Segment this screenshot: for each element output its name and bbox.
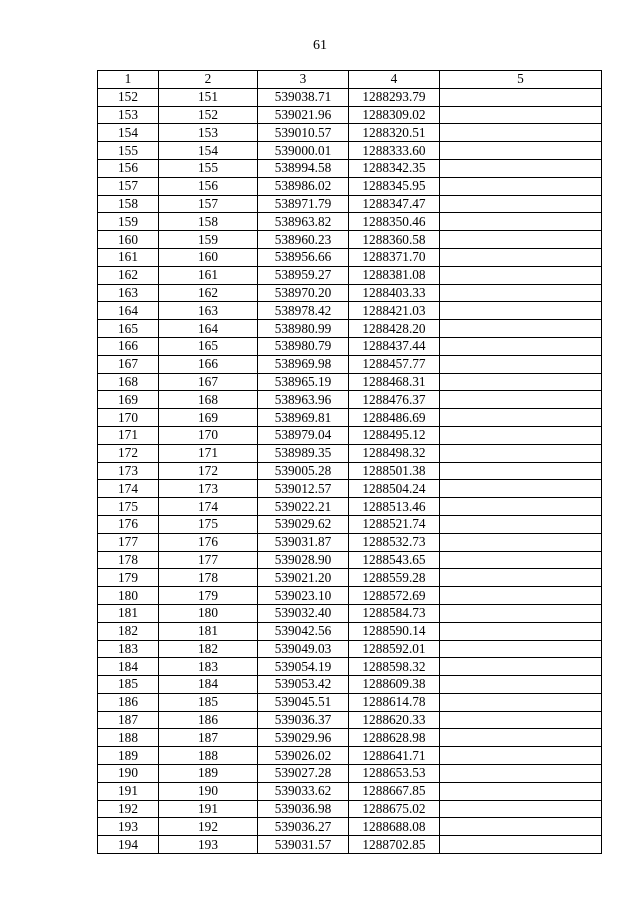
table-cell: 1288532.73 bbox=[349, 533, 440, 551]
table-cell bbox=[440, 409, 602, 427]
table-cell: 161 bbox=[98, 248, 159, 266]
table-cell: 172 bbox=[159, 462, 258, 480]
table-cell: 175 bbox=[98, 498, 159, 516]
table-row bbox=[98, 391, 602, 409]
table-cell: 153 bbox=[98, 106, 159, 124]
table-cell: 1288381.08 bbox=[349, 266, 440, 284]
table-cell: 185 bbox=[98, 676, 159, 694]
table-cell: 1288360.58 bbox=[349, 231, 440, 249]
table-cell: 538960.23 bbox=[258, 231, 349, 249]
table-cell bbox=[440, 604, 602, 622]
table-cell bbox=[440, 195, 602, 213]
table-cell: 538986.02 bbox=[258, 177, 349, 195]
table-cell: 187 bbox=[98, 711, 159, 729]
table-cell: 538965.19 bbox=[258, 373, 349, 391]
coordinates-table bbox=[97, 70, 602, 854]
table-cell: 539012.57 bbox=[258, 480, 349, 498]
table-cell: 1288543.65 bbox=[349, 551, 440, 569]
table-cell: 1288688.08 bbox=[349, 818, 440, 836]
table-cell: 181 bbox=[159, 622, 258, 640]
table-cell: 165 bbox=[159, 337, 258, 355]
column-header: 1 bbox=[98, 71, 159, 89]
table-cell bbox=[440, 462, 602, 480]
table-cell: 154 bbox=[98, 124, 159, 142]
table-cell bbox=[440, 693, 602, 711]
table-row bbox=[98, 711, 602, 729]
table-cell: 184 bbox=[98, 658, 159, 676]
table-cell: 179 bbox=[98, 569, 159, 587]
table-cell: 194 bbox=[98, 836, 159, 854]
table-cell: 538979.04 bbox=[258, 426, 349, 444]
table-cell: 539042.56 bbox=[258, 622, 349, 640]
table-cell: 189 bbox=[159, 765, 258, 783]
table-cell bbox=[440, 711, 602, 729]
table-cell: 183 bbox=[98, 640, 159, 658]
table-cell bbox=[440, 373, 602, 391]
table-cell bbox=[440, 782, 602, 800]
table-row bbox=[98, 213, 602, 231]
table-cell: 539036.27 bbox=[258, 818, 349, 836]
table-cell: 1288333.60 bbox=[349, 142, 440, 160]
table-cell: 1288403.33 bbox=[349, 284, 440, 302]
table-cell: 1288620.33 bbox=[349, 711, 440, 729]
table-cell: 1288495.12 bbox=[349, 426, 440, 444]
table-cell: 1288641.71 bbox=[349, 747, 440, 765]
table-row bbox=[98, 729, 602, 747]
table-row bbox=[98, 480, 602, 498]
table-cell: 192 bbox=[159, 818, 258, 836]
table-cell: 539031.87 bbox=[258, 533, 349, 551]
table-cell: 170 bbox=[159, 426, 258, 444]
table-row bbox=[98, 231, 602, 249]
table-row bbox=[98, 640, 602, 658]
table-cell: 539021.96 bbox=[258, 106, 349, 124]
table-row bbox=[98, 248, 602, 266]
table-cell bbox=[440, 515, 602, 533]
table-cell bbox=[440, 320, 602, 338]
table-cell bbox=[440, 213, 602, 231]
table-cell: 539005.28 bbox=[258, 462, 349, 480]
table-cell bbox=[440, 836, 602, 854]
table-cell: 539031.57 bbox=[258, 836, 349, 854]
table-cell: 151 bbox=[159, 88, 258, 106]
table-cell bbox=[440, 177, 602, 195]
table-cell: 182 bbox=[159, 640, 258, 658]
table-cell: 539032.40 bbox=[258, 604, 349, 622]
table-cell: 171 bbox=[98, 426, 159, 444]
table-cell: 1288609.38 bbox=[349, 676, 440, 694]
table-cell: 1288350.46 bbox=[349, 213, 440, 231]
table-cell: 1288628.98 bbox=[349, 729, 440, 747]
table-cell: 193 bbox=[98, 818, 159, 836]
table-cell: 1288498.32 bbox=[349, 444, 440, 462]
table-cell: 190 bbox=[159, 782, 258, 800]
table-cell: 538963.96 bbox=[258, 391, 349, 409]
table-row bbox=[98, 142, 602, 160]
table-cell bbox=[440, 551, 602, 569]
table-row bbox=[98, 320, 602, 338]
table-cell: 1288345.95 bbox=[349, 177, 440, 195]
table-cell bbox=[440, 355, 602, 373]
table-cell bbox=[440, 587, 602, 605]
table-cell: 1288309.02 bbox=[349, 106, 440, 124]
table-cell: 169 bbox=[159, 409, 258, 427]
table-cell: 539054.19 bbox=[258, 658, 349, 676]
table-cell: 168 bbox=[159, 391, 258, 409]
column-header: 2 bbox=[159, 71, 258, 89]
table-cell bbox=[440, 800, 602, 818]
table-cell: 539010.57 bbox=[258, 124, 349, 142]
table-cell: 1288437.44 bbox=[349, 337, 440, 355]
table-row bbox=[98, 782, 602, 800]
table-cell: 1288504.24 bbox=[349, 480, 440, 498]
table-cell: 1288347.47 bbox=[349, 195, 440, 213]
table-cell: 180 bbox=[98, 587, 159, 605]
table-row bbox=[98, 355, 602, 373]
table-row bbox=[98, 195, 602, 213]
table-cell: 174 bbox=[159, 498, 258, 516]
table-cell: 1288421.03 bbox=[349, 302, 440, 320]
table-cell bbox=[440, 480, 602, 498]
table-cell bbox=[440, 533, 602, 551]
table-cell: 167 bbox=[159, 373, 258, 391]
table-cell: 180 bbox=[159, 604, 258, 622]
table-cell: 1288614.78 bbox=[349, 693, 440, 711]
table-cell: 1288293.79 bbox=[349, 88, 440, 106]
table-cell: 538989.35 bbox=[258, 444, 349, 462]
table-cell: 539029.96 bbox=[258, 729, 349, 747]
table-cell: 1288592.01 bbox=[349, 640, 440, 658]
table-cell: 176 bbox=[98, 515, 159, 533]
table-row bbox=[98, 604, 602, 622]
table-cell bbox=[440, 765, 602, 783]
table-cell: 1288476.37 bbox=[349, 391, 440, 409]
table-cell bbox=[440, 142, 602, 160]
table-header-row bbox=[98, 71, 602, 89]
table-cell: 189 bbox=[98, 747, 159, 765]
table-cell: 157 bbox=[98, 177, 159, 195]
table-row bbox=[98, 676, 602, 694]
table-cell: 178 bbox=[159, 569, 258, 587]
table-cell: 539021.20 bbox=[258, 569, 349, 587]
table-cell: 156 bbox=[159, 177, 258, 195]
table-cell: 1288428.20 bbox=[349, 320, 440, 338]
table-row bbox=[98, 337, 602, 355]
table-cell: 538980.99 bbox=[258, 320, 349, 338]
table-cell: 185 bbox=[159, 693, 258, 711]
table-cell: 159 bbox=[98, 213, 159, 231]
table-cell: 539022.21 bbox=[258, 498, 349, 516]
table-cell: 158 bbox=[98, 195, 159, 213]
table-cell: 539053.42 bbox=[258, 676, 349, 694]
table-cell: 1288572.69 bbox=[349, 587, 440, 605]
table-cell bbox=[440, 248, 602, 266]
table-cell: 539027.28 bbox=[258, 765, 349, 783]
table-cell: 162 bbox=[159, 284, 258, 302]
table-cell: 163 bbox=[159, 302, 258, 320]
table-cell: 1288521.74 bbox=[349, 515, 440, 533]
table-cell bbox=[440, 640, 602, 658]
table-cell: 1288342.35 bbox=[349, 159, 440, 177]
table-cell bbox=[440, 426, 602, 444]
table-cell: 184 bbox=[159, 676, 258, 694]
table-cell: 155 bbox=[98, 142, 159, 160]
table-cell: 166 bbox=[98, 337, 159, 355]
table-cell: 1288457.77 bbox=[349, 355, 440, 373]
table-cell: 173 bbox=[98, 462, 159, 480]
table-cell: 167 bbox=[98, 355, 159, 373]
table-cell: 160 bbox=[159, 248, 258, 266]
table-cell: 1288486.69 bbox=[349, 409, 440, 427]
table-cell: 538980.79 bbox=[258, 337, 349, 355]
table-cell: 188 bbox=[98, 729, 159, 747]
table-row bbox=[98, 800, 602, 818]
table-cell: 539023.10 bbox=[258, 587, 349, 605]
table-cell bbox=[440, 747, 602, 765]
table-cell: 538959.27 bbox=[258, 266, 349, 284]
table-cell: 193 bbox=[159, 836, 258, 854]
table-row bbox=[98, 444, 602, 462]
table-cell: 169 bbox=[98, 391, 159, 409]
table-row bbox=[98, 177, 602, 195]
table-cell: 538994.58 bbox=[258, 159, 349, 177]
table-cell: 539038.71 bbox=[258, 88, 349, 106]
table-cell: 152 bbox=[98, 88, 159, 106]
table-cell: 159 bbox=[159, 231, 258, 249]
table-cell: 1288653.53 bbox=[349, 765, 440, 783]
table-cell: 164 bbox=[159, 320, 258, 338]
table-row bbox=[98, 159, 602, 177]
table-row bbox=[98, 266, 602, 284]
table-cell: 190 bbox=[98, 765, 159, 783]
table-cell: 162 bbox=[98, 266, 159, 284]
table-cell: 538963.82 bbox=[258, 213, 349, 231]
table-cell: 156 bbox=[98, 159, 159, 177]
table-cell: 155 bbox=[159, 159, 258, 177]
table-cell: 539049.03 bbox=[258, 640, 349, 658]
table-cell: 170 bbox=[98, 409, 159, 427]
table-cell: 188 bbox=[159, 747, 258, 765]
table-cell: 168 bbox=[98, 373, 159, 391]
table-cell: 186 bbox=[159, 711, 258, 729]
table-cell: 539026.02 bbox=[258, 747, 349, 765]
table-cell: 539029.62 bbox=[258, 515, 349, 533]
table-cell: 538956.66 bbox=[258, 248, 349, 266]
table-row bbox=[98, 284, 602, 302]
table-cell: 181 bbox=[98, 604, 159, 622]
table-cell bbox=[440, 676, 602, 694]
table-cell bbox=[440, 391, 602, 409]
page-number: 61 bbox=[313, 38, 327, 53]
table-cell: 1288584.73 bbox=[349, 604, 440, 622]
table-cell: 538978.42 bbox=[258, 302, 349, 320]
table-cell bbox=[440, 266, 602, 284]
table-cell: 1288320.51 bbox=[349, 124, 440, 142]
table-cell: 539033.62 bbox=[258, 782, 349, 800]
table-cell: 539036.37 bbox=[258, 711, 349, 729]
table-cell: 539028.90 bbox=[258, 551, 349, 569]
table-cell: 157 bbox=[159, 195, 258, 213]
table-row bbox=[98, 373, 602, 391]
table-row bbox=[98, 302, 602, 320]
table-cell: 172 bbox=[98, 444, 159, 462]
table-cell: 173 bbox=[159, 480, 258, 498]
table-cell: 166 bbox=[159, 355, 258, 373]
table-cell: 165 bbox=[98, 320, 159, 338]
table-row bbox=[98, 498, 602, 516]
table-cell: 1288513.46 bbox=[349, 498, 440, 516]
table-cell: 158 bbox=[159, 213, 258, 231]
table-cell: 163 bbox=[98, 284, 159, 302]
table-row bbox=[98, 106, 602, 124]
table-row bbox=[98, 124, 602, 142]
table-row bbox=[98, 818, 602, 836]
table-cell bbox=[440, 658, 602, 676]
table-cell: 179 bbox=[159, 587, 258, 605]
table-cell: 154 bbox=[159, 142, 258, 160]
table-cell: 152 bbox=[159, 106, 258, 124]
table-cell: 177 bbox=[159, 551, 258, 569]
table-cell bbox=[440, 622, 602, 640]
table-cell: 1288468.31 bbox=[349, 373, 440, 391]
table-row bbox=[98, 515, 602, 533]
table-row bbox=[98, 836, 602, 854]
column-header: 4 bbox=[349, 71, 440, 89]
table-row bbox=[98, 533, 602, 551]
table-cell: 538971.79 bbox=[258, 195, 349, 213]
table-row bbox=[98, 462, 602, 480]
table-cell: 175 bbox=[159, 515, 258, 533]
table-row bbox=[98, 409, 602, 427]
table-cell bbox=[440, 88, 602, 106]
table-cell bbox=[440, 818, 602, 836]
table-cell: 191 bbox=[98, 782, 159, 800]
table-cell: 164 bbox=[98, 302, 159, 320]
table-cell: 171 bbox=[159, 444, 258, 462]
table-cell: 539000.01 bbox=[258, 142, 349, 160]
table-row bbox=[98, 658, 602, 676]
table-row bbox=[98, 747, 602, 765]
table-cell bbox=[440, 124, 602, 142]
table-row bbox=[98, 426, 602, 444]
table-row bbox=[98, 587, 602, 605]
table-cell bbox=[440, 159, 602, 177]
table-cell bbox=[440, 337, 602, 355]
table-row bbox=[98, 765, 602, 783]
table-cell: 1288702.85 bbox=[349, 836, 440, 854]
table-cell bbox=[440, 302, 602, 320]
table-cell: 1288590.14 bbox=[349, 622, 440, 640]
table-cell: 153 bbox=[159, 124, 258, 142]
table-cell bbox=[440, 106, 602, 124]
table-cell: 177 bbox=[98, 533, 159, 551]
table-cell: 1288559.28 bbox=[349, 569, 440, 587]
table-cell: 183 bbox=[159, 658, 258, 676]
table-cell: 539045.51 bbox=[258, 693, 349, 711]
table-cell bbox=[440, 284, 602, 302]
table-cell: 1288675.02 bbox=[349, 800, 440, 818]
table-cell: 539036.98 bbox=[258, 800, 349, 818]
table-cell: 160 bbox=[98, 231, 159, 249]
table-row bbox=[98, 569, 602, 587]
table-cell: 182 bbox=[98, 622, 159, 640]
table-cell: 1288667.85 bbox=[349, 782, 440, 800]
table-cell: 161 bbox=[159, 266, 258, 284]
table-cell bbox=[440, 569, 602, 587]
table-row bbox=[98, 693, 602, 711]
table-cell: 178 bbox=[98, 551, 159, 569]
column-header: 5 bbox=[440, 71, 602, 89]
table-cell bbox=[440, 231, 602, 249]
table-cell: 1288501.38 bbox=[349, 462, 440, 480]
table-row bbox=[98, 622, 602, 640]
table-row bbox=[98, 88, 602, 106]
table-cell: 538969.98 bbox=[258, 355, 349, 373]
table-cell: 176 bbox=[159, 533, 258, 551]
table-cell: 1288371.70 bbox=[349, 248, 440, 266]
table-cell bbox=[440, 444, 602, 462]
table-cell bbox=[440, 729, 602, 747]
table-cell: 174 bbox=[98, 480, 159, 498]
table-cell bbox=[440, 498, 602, 516]
table-cell: 538969.81 bbox=[258, 409, 349, 427]
table-cell: 538970.20 bbox=[258, 284, 349, 302]
table-cell: 187 bbox=[159, 729, 258, 747]
table-cell: 1288598.32 bbox=[349, 658, 440, 676]
column-header: 3 bbox=[258, 71, 349, 89]
table-cell: 186 bbox=[98, 693, 159, 711]
table-body bbox=[98, 88, 602, 853]
table-cell: 191 bbox=[159, 800, 258, 818]
table-row bbox=[98, 551, 602, 569]
table-cell: 192 bbox=[98, 800, 159, 818]
